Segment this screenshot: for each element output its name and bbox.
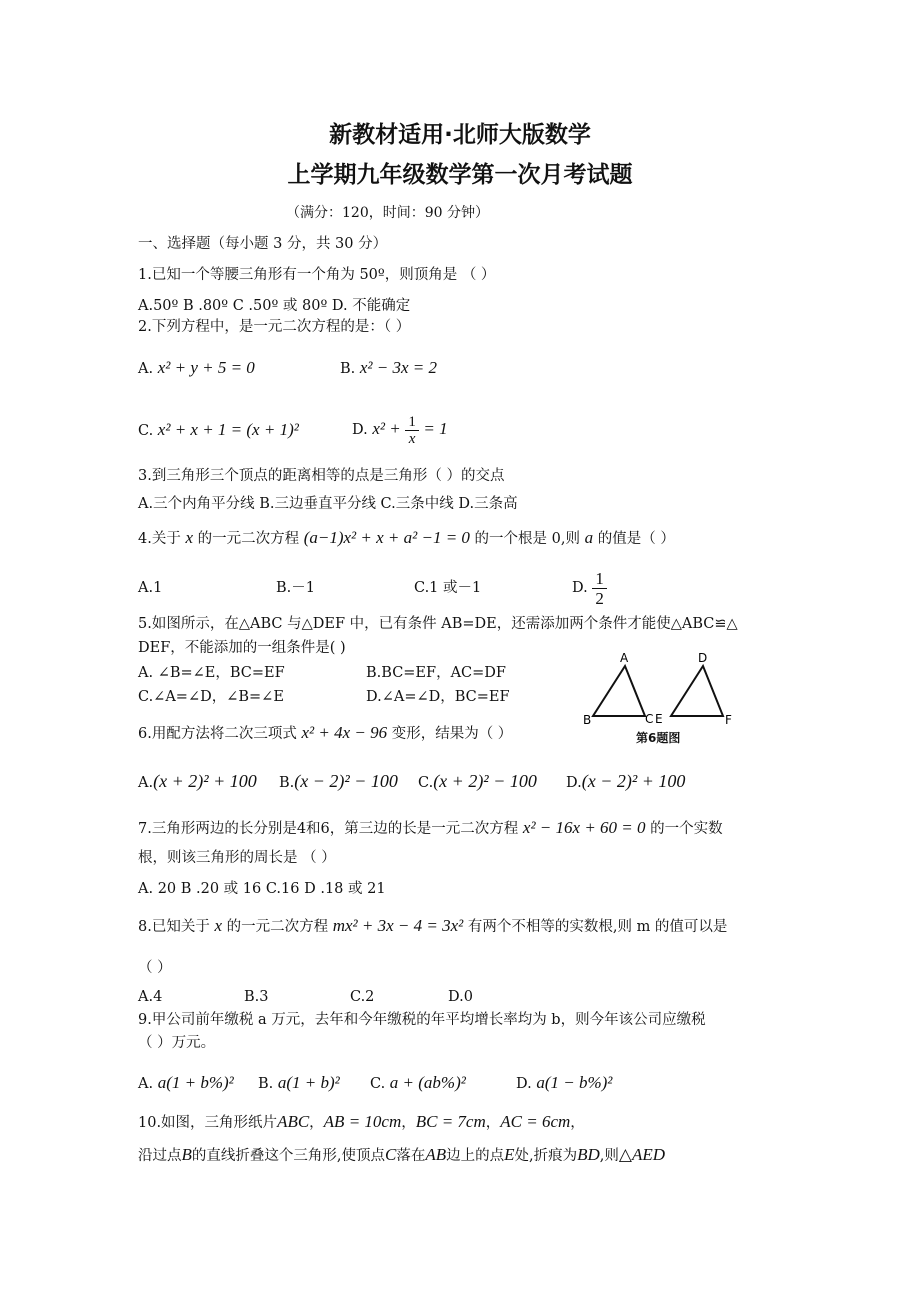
fraction-numerator: 1	[592, 569, 607, 589]
option-label: D.	[566, 775, 582, 791]
equation: (a−1)x² + x + a² −1 = 0	[303, 528, 470, 547]
fraction-denominator: 2	[595, 588, 604, 608]
triangle-figure	[575, 650, 745, 730]
triangle-abc	[593, 666, 645, 716]
question-2-option-a	[138, 358, 255, 379]
question-5-stem-line1: 5.如图所示，在△ABC 与△DEF 中，已有条件 AB=DE，还需添加两个条件才能使△ABC≌△	[138, 616, 738, 632]
math-term: △AED	[618, 1145, 666, 1164]
option-label: D.	[352, 422, 368, 438]
question-5-option-a: A. ∠B=∠E，BC=EF	[138, 665, 285, 681]
question-6-stem	[138, 723, 512, 744]
option-expression: (x − 2)² + 100	[581, 771, 686, 791]
math-term: BD	[577, 1145, 600, 1164]
question-8-stem-line1	[138, 916, 727, 937]
question-2-option-d	[352, 404, 448, 455]
question-9-option-d	[516, 1073, 612, 1094]
option-expression: (x − 2)² − 100	[294, 771, 398, 791]
text: 6.用配方法将二次三项式	[138, 726, 297, 742]
question-2-option-c	[138, 420, 299, 441]
question-9-option-c	[370, 1073, 466, 1094]
question-8-stem-line2: （ ）	[138, 960, 172, 976]
option-label: A.	[138, 361, 154, 377]
question-8-option-c: C.2	[350, 989, 375, 1005]
vertex-label-c: C	[645, 712, 654, 726]
option-label: A.	[138, 775, 154, 791]
question-2-option-b	[340, 358, 437, 379]
text: 10.如图，三角形纸片	[138, 1115, 278, 1131]
math-term: ABC	[277, 1112, 310, 1131]
vertex-label-b: B	[583, 713, 592, 727]
question-5-option-d: D.∠A=∠D，BC=EF	[366, 689, 510, 705]
vertex-label-d: D	[698, 651, 708, 665]
question-10-line2	[138, 1145, 665, 1166]
option-label: D.	[572, 580, 588, 596]
text: 处,折痕为	[514, 1148, 578, 1164]
option-label: A.	[138, 1076, 154, 1092]
question-4-option-a: A.1	[138, 580, 163, 596]
separator: ，	[570, 1115, 585, 1131]
question-6-option-d	[566, 771, 685, 793]
question-7-stem-line1	[138, 818, 723, 839]
section-heading: 一、选择题（每小题 3 分，共 30 分）	[138, 236, 388, 252]
option-label: C.	[138, 423, 154, 439]
variable: x	[214, 916, 222, 935]
question-9-stem-line2: （ ）万元。	[138, 1035, 216, 1051]
question-1-options: A.50º B .80º C .50º 或 80º D. 不能确定	[138, 298, 411, 314]
separator: ，	[485, 1115, 501, 1131]
question-1-stem: 1.已知一个等腰三角形有一个角为 50º，则顶角是 （ ）	[138, 267, 496, 283]
equation: mx² + 3x − 4 = 3x²	[332, 916, 464, 935]
exam-title: 上学期九年级数学第一次月考试题	[287, 162, 633, 188]
math-term: E	[504, 1145, 515, 1164]
option-expression: x² + y + 5 = 0	[157, 358, 255, 377]
math-term: AC = 6cm	[500, 1112, 571, 1131]
option-expression: a(1 + b)²	[277, 1073, 340, 1092]
question-4-stem	[138, 528, 675, 549]
text: 的值是（ ）	[597, 531, 675, 547]
figure-caption: 第6题图	[636, 731, 681, 745]
question-5-stem-line2: DEF，不能添加的一组条件是( )	[138, 640, 346, 656]
page-title: 新教材适用·北师大版数学	[329, 122, 591, 148]
text: ,则	[599, 1148, 619, 1164]
option-label: B.	[258, 1076, 274, 1092]
question-6-option-a	[138, 771, 257, 793]
text: 的一个根是 0,则	[474, 531, 580, 547]
math-term: BC = 7cm	[415, 1112, 486, 1131]
exam-subtitle: （满分：120，时间：90 分钟）	[286, 205, 489, 221]
option-expression: x² + x + 1 = (x + 1)²	[157, 420, 299, 439]
question-3-stem: 3.到三角形三个顶点的距离相等的点是三角形（ ）的交点	[138, 468, 505, 484]
math-term: C	[385, 1145, 397, 1164]
math-term: AB = 10cm	[323, 1112, 402, 1131]
text: 的一元二次方程	[197, 531, 300, 547]
option-expression: = 1	[423, 419, 448, 438]
text: 落在	[396, 1148, 426, 1164]
question-6-option-b	[279, 771, 398, 793]
question-9-option-b	[258, 1073, 340, 1094]
question-4-option-c: C.1 或－1	[414, 580, 482, 596]
text: 变形，结果为（ ）	[391, 726, 513, 742]
option-label: D.	[516, 1076, 532, 1092]
vertex-label-a: A	[620, 651, 629, 665]
fraction	[405, 414, 419, 447]
question-2-stem: 2.下列方程中，是一元二次方程的是：（ ）	[138, 319, 411, 335]
question-9-option-a	[138, 1073, 234, 1094]
option-expression: x² +	[372, 419, 401, 438]
text: 的直线折叠这个三角形,使顶点	[191, 1148, 385, 1164]
question-3-options: A.三个内角平分线 B.三边垂直平分线 C.三条中线 D.三条高	[138, 496, 518, 512]
question-7-options: A. 20 B .20 或 16 C.16 D .18 或 21	[138, 881, 386, 897]
text: 7.三角形两边的长分别是4和6，第三边的长是一元二次方程	[138, 821, 519, 837]
question-8-option-a: A.4	[138, 989, 163, 1005]
triangle-def	[671, 666, 723, 716]
option-label: B.	[340, 361, 356, 377]
option-label: B.	[279, 775, 295, 791]
variable: x	[185, 528, 193, 547]
option-expression: (x + 2)² + 100	[153, 771, 257, 791]
math-term: AB	[425, 1145, 447, 1164]
separator: ，	[401, 1115, 416, 1131]
option-expression: x² − 3x = 2	[359, 358, 438, 377]
question-5-option-c: C.∠A=∠D，∠B=∠E	[138, 689, 284, 705]
question-8-option-b: B.3	[244, 989, 269, 1005]
text: 4.关于	[138, 531, 181, 547]
option-label: C.	[370, 1076, 386, 1092]
option-expression: (x + 2)² − 100	[433, 771, 537, 791]
separator: ，	[309, 1115, 324, 1131]
question-8-option-d: D.0	[448, 989, 473, 1005]
question-10-line1	[138, 1112, 585, 1133]
text: 的一元二次方程	[226, 919, 329, 935]
fraction-denominator: x	[408, 430, 416, 447]
text: 沿过点	[138, 1148, 182, 1164]
option-label: C.	[418, 775, 434, 791]
fraction	[592, 569, 607, 608]
question-6-option-c	[418, 771, 537, 793]
text: 8.已知关于	[138, 919, 210, 935]
option-expression: a + (ab%)²	[389, 1073, 466, 1092]
expression: x² + 4x − 96	[301, 723, 388, 742]
question-4-option-b: B.－1	[276, 580, 315, 596]
math-term: B	[181, 1145, 192, 1164]
text: 边上的点	[446, 1148, 505, 1164]
vertex-label-e: E	[655, 712, 663, 726]
vertex-label-f: F	[725, 713, 732, 727]
fraction-numerator: 1	[405, 414, 419, 431]
option-expression: a(1 + b%)²	[157, 1073, 234, 1092]
question-7-stem-line2: 根，则该三角形的周长是 （ ）	[138, 850, 336, 866]
equation: x² − 16x + 60 = 0	[522, 818, 646, 837]
text: 的一个实数	[650, 821, 723, 837]
option-expression: a(1 − b%)²	[536, 1073, 613, 1092]
question-9-stem-line1: 9.甲公司前年缴税 a 万元，去年和今年缴税的年平均增长率均为 b，则今年该公司应缴税	[138, 1012, 706, 1028]
variable: a	[584, 528, 594, 547]
question-4-option-d	[572, 566, 607, 610]
text: 有两个不相等的实数根,则 m 的值可以是	[467, 919, 728, 935]
question-5-option-b: B.BC=EF，AC=DF	[366, 665, 506, 681]
